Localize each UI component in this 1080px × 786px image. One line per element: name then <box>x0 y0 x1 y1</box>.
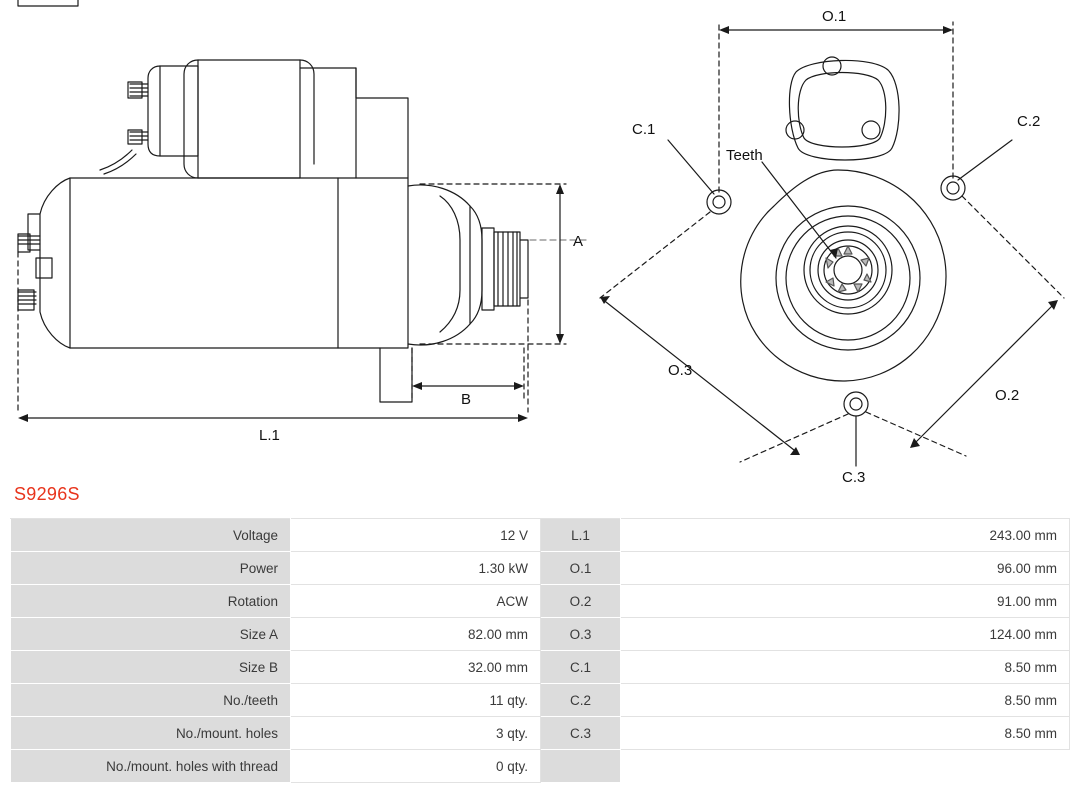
spec-code-value: 243.00 mm <box>621 519 1070 552</box>
side-view-dimensions <box>18 184 566 422</box>
spec-label: No./mount. holes <box>11 717 291 750</box>
specifications-table <box>10 518 1070 783</box>
spec-label: Rotation <box>11 585 291 618</box>
dimension-label-o1: O.1 <box>822 8 847 25</box>
front-view-body <box>707 57 965 416</box>
spec-code: O.1 <box>541 552 621 585</box>
spec-code-value: 124.00 mm <box>621 618 1070 651</box>
spec-code-value-empty <box>621 750 1070 783</box>
spec-value: ACW <box>291 585 541 618</box>
spec-label: Size A <box>11 618 291 651</box>
spec-code-value: 8.50 mm <box>621 717 1070 750</box>
spec-value: 3 qty. <box>291 717 541 750</box>
spec-code: L.1 <box>541 519 621 552</box>
spec-code: O.3 <box>541 618 621 651</box>
mount-hole-c3 <box>844 392 868 416</box>
table-row <box>11 552 1070 585</box>
spec-code-value: 96.00 mm <box>621 552 1070 585</box>
spec-value: 1.30 kW <box>291 552 541 585</box>
spec-label: Size B <box>11 651 291 684</box>
table-row <box>11 519 1070 552</box>
spec-code: C.1 <box>541 651 621 684</box>
spec-code-value: 8.50 mm <box>621 651 1070 684</box>
spec-value: 32.00 mm <box>291 651 541 684</box>
spec-code: O.2 <box>541 585 621 618</box>
table-row <box>11 651 1070 684</box>
spec-value: 82.00 mm <box>291 618 541 651</box>
table-row <box>11 750 1070 783</box>
dimension-label-l1: L.1 <box>259 427 280 444</box>
spec-code-value: 8.50 mm <box>621 684 1070 717</box>
spec-label: No./mount. holes with thread <box>11 750 291 783</box>
spec-label: No./teeth <box>11 684 291 717</box>
side-view-body <box>18 60 590 402</box>
spec-label: Voltage <box>11 519 291 552</box>
spec-code-empty <box>541 750 621 783</box>
dimension-label-b: B <box>461 391 472 408</box>
spec-value: 12 V <box>291 519 541 552</box>
spec-value: 0 qty. <box>291 750 541 783</box>
part-number: S9296S <box>14 484 80 504</box>
table-row <box>11 684 1070 717</box>
dimension-label-a: A <box>573 233 584 250</box>
spec-code: C.3 <box>541 717 621 750</box>
dimension-label-o2: O.2 <box>995 387 1020 404</box>
mount-hole-c1 <box>707 190 731 214</box>
table-row <box>11 585 1070 618</box>
spec-code: C.2 <box>541 684 621 717</box>
dimension-label-c3: C.3 <box>842 469 866 486</box>
mount-hole-c2 <box>941 176 965 200</box>
table-row <box>11 717 1070 750</box>
dimension-label-o3: O.3 <box>668 362 693 379</box>
spec-label: Power <box>11 552 291 585</box>
dimension-label-c1: C.1 <box>632 121 656 138</box>
annotation-teeth: Teeth <box>726 147 763 164</box>
dimension-label-c2: C.2 <box>1017 113 1041 130</box>
drawing-top-tab <box>18 0 78 6</box>
table-row <box>11 618 1070 651</box>
spec-code-value: 91.00 mm <box>621 585 1070 618</box>
spec-value: 11 qty. <box>291 684 541 717</box>
